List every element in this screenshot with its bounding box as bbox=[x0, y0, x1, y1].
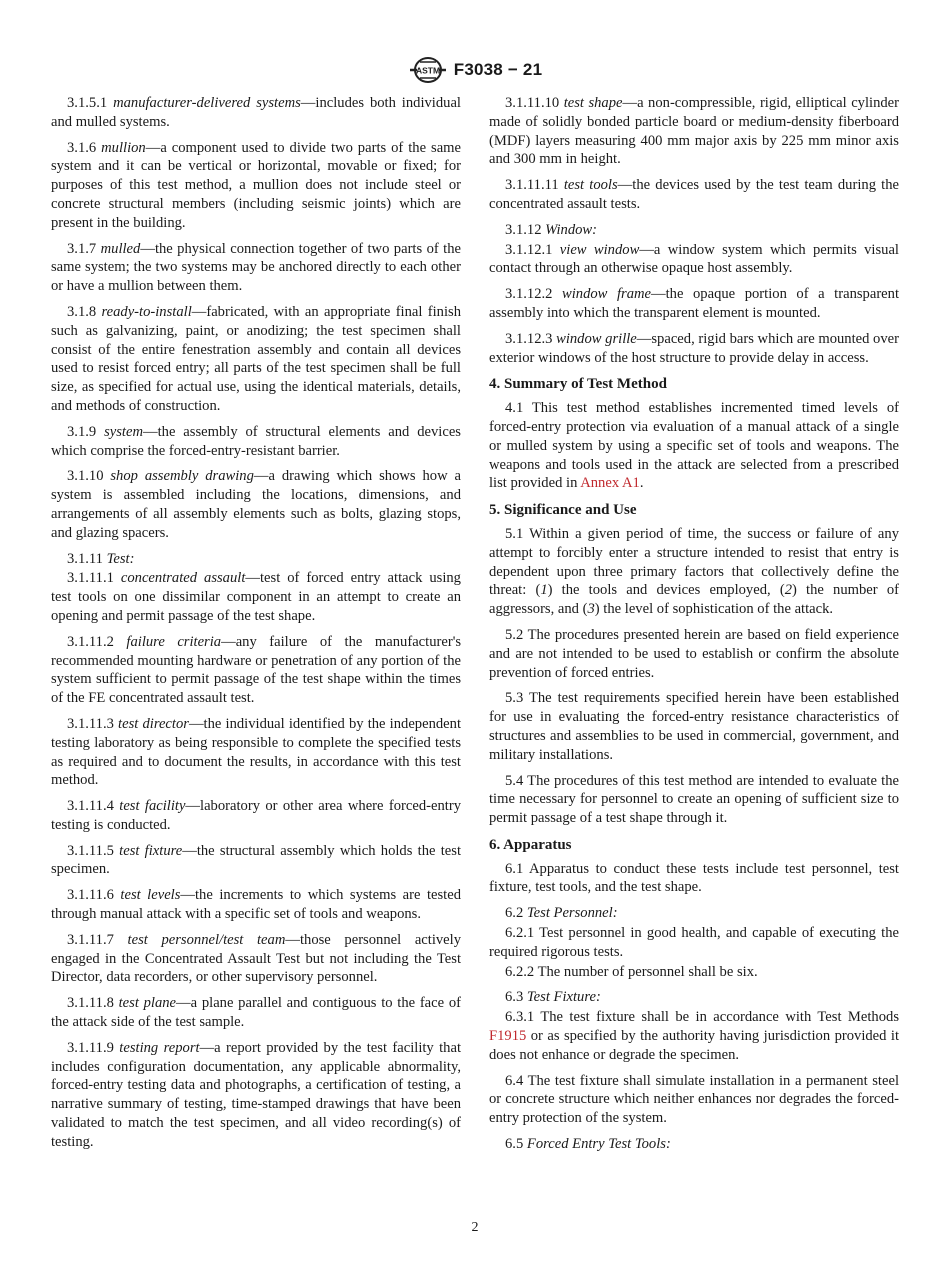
logo-text: ASTM bbox=[415, 65, 440, 76]
def-3-1-11-3: 3.1.11.3 test director—the individual identified by the independent testing laboratory as being responsible to complete the specified tests as required and to document the results, in accordance with this test method. bbox=[51, 715, 462, 789]
document-id: F3038 − 21 bbox=[453, 60, 543, 79]
def-3-1-6: 3.1.6 mullion—a component used to divide two parts of the same system and it can be vertical or horizontal, movable or fixed; for purposes of this test method, a mullion does not include steel or concrete structural members (including seismic joints) which are present in the building. bbox=[51, 139, 461, 231]
def-3-1-11-8: 3.1.11.8 test plane—a plane parallel and contiguous to the face of the attack side of the test sample. bbox=[51, 995, 461, 1031]
def-3-1-7: 3.1.7 mulled—the physical connection together of two parts of the same system; the two systems may be anchored directly to each other or have a mullion between them. bbox=[51, 240, 461, 295]
para-6-3: 6.3 Test Fixture: bbox=[505, 989, 601, 1006]
para-6-2-2: 6.2.2 The number of personnel shall be six. bbox=[505, 963, 758, 980]
def-3-1-11-10: 3.1.11.10 test shape—a non-compressible, rigid, elliptical cylinder made of solidly bonded particle board or medium-density fiberboard (MDF) layers measuring 400 mm major axis by 225 mm minor axis and 300 mm in height. bbox=[489, 95, 900, 168]
def-3-1-12-2: 3.1.12.2 window frame—the opaque portion of a transparent assembly into which the transparent element is mounted. bbox=[489, 286, 900, 321]
def-3-1-11-9: 3.1.11.9 testing report—a report provided by the test facility that includes configuration documentation, any applicable abnormality, forced-entry testing data and photographs, a certification of testing, a narrative summary of testing, time-stamped drawings that have been validated to match the test specimen, and all video recording(s) of testing. bbox=[51, 1039, 462, 1150]
def-3-1-11: 3.1.11 Test: bbox=[67, 550, 135, 567]
def-3-1-11-7: 3.1.11.7 test personnel/test team—those personnel actively engaged in the Concentrated Assault Test but not including the Test Director, data recorders, or other supervisory personnel. bbox=[51, 931, 462, 986]
def-3-1-11-2: 3.1.11.2 failure criteria—any failure of the manufacturer's recommended mounting hardware or penetration of any portion of the system sufficient to permit passage of the test shape within the times of the FE concentrated assault test. bbox=[51, 633, 462, 707]
f1915-link[interactable]: F1915 bbox=[489, 1028, 527, 1045]
def-3-1-5-1: 3.1.5.1 manufacturer-delivered systems—includes both individual and mulled systems. bbox=[51, 95, 461, 130]
para-5-4: 5.4 The procedures of this test method are intended to evaluate the time necessary for personnel to create an opening of sufficient size to permit passage of a test shape through it. bbox=[489, 772, 899, 827]
def-3-1-10: 3.1.10 shop assembly drawing—a drawing which shows how a system is assembled including the locations, dimensions, and arrangements of all assembly elements such as bolts, glazing stops, and glazing spacers. bbox=[51, 468, 461, 541]
para-6-3-1: 6.3.1 The test fixture shall be in accordance with Test Methods F1915 or as specified by the authority having jurisdiction provided it does not enhance or degrade the specimen. bbox=[489, 1009, 899, 1063]
def-3-1-11-1: 3.1.11.1 concentrated assault—test of forced entry attack using test tools on one dissimilar component in an attempt to create an opening and permit passage of the test shape. bbox=[51, 570, 461, 624]
page-header bbox=[0, 54, 950, 86]
left-column bbox=[51, 94, 461, 1159]
annex-a1-link[interactable]: Annex A1 bbox=[580, 475, 640, 492]
section-6-title: 6. Apparatus bbox=[489, 836, 572, 853]
def-3-1-8: 3.1.8 ready-to-install—fabricated, with an appropriate final finish such as galvanizing, paint, or anodizing; the test specimen shall consist of the entire fenestration assembly and contain all devices used to resist forced entry; all parts of the test specimen shall be full size, as specified for actual use, using the identical materials, details, and methods of construction. bbox=[51, 303, 461, 414]
def-3-1-9: 3.1.9 system—the assembly of structural elements and devices which comprise the forced-entry-resistant barrier. bbox=[51, 423, 461, 459]
astm-logo-icon bbox=[408, 56, 448, 84]
page-number: 2 bbox=[471, 1220, 479, 1235]
def-3-1-12-1: 3.1.12.1 view window—a window system which permits visual contact through an otherwise opaque host assembly. bbox=[489, 241, 899, 277]
section-4-title: 4. Summary of Test Method bbox=[489, 376, 667, 393]
def-3-1-12-3: 3.1.12.3 window grille—spaced, rigid bars which are mounted over exterior windows of the host structure to provide delay in access. bbox=[489, 330, 899, 366]
para-5-1: 5.1 Within a given period of time, the success or failure of any attempt to forcibly enter a structure intended to resist that entry is dependent upon three primary factors that collectively define the threat: (1) the tools and devices employed, (2) the number of aggressors, and (3) the level of sophistication of the attack. bbox=[489, 525, 899, 618]
def-3-1-11-5: 3.1.11.5 test fixture—the structural assembly which holds the test specimen. bbox=[51, 842, 462, 878]
para-5-2: 5.2 The procedures presented herein are based on field experience and are not intended to be used to establish or confirm the absolute prevention of forced entries. bbox=[489, 626, 899, 681]
para-6-2-1: 6.2.1 Test personnel in good health, and capable of executing the required rigorous tests. bbox=[489, 925, 899, 960]
para-6-1: 6.1 Apparatus to conduct these tests include test personnel, test fixture, test tools, and the test shape. bbox=[489, 860, 899, 896]
section-5-title: 5. Significance and Use bbox=[489, 502, 637, 519]
def-3-1-12: 3.1.12 Window: bbox=[505, 221, 598, 238]
para-6-5: 6.5 Forced Entry Test Tools: bbox=[505, 1136, 671, 1153]
def-3-1-11-11: 3.1.11.11 test tools—the devices used by the test team during the concentrated assault tests. bbox=[489, 177, 899, 212]
para-6-4: 6.4 The test fixture shall simulate installation in a permanent steel or concrete structure which neither enhances nor degrades the forced-entry protection of the system. bbox=[489, 1072, 899, 1127]
def-3-1-11-4: 3.1.11.4 test facility—laboratory or other area where forced-entry testing is conducted. bbox=[51, 798, 461, 833]
para-6-2: 6.2 Test Personnel: bbox=[505, 905, 618, 922]
para-5-3: 5.3 The test requirements specified herein have been established for use in evaluating the forced-entry resistance characteristics of structures and assemblies to be used in commercial, government, and military installations. bbox=[489, 690, 899, 763]
para-4-1: 4.1 This test method establishes incremented timed levels of forced-entry protection via evaluation of a manual attack of a single or mulled system by using a specific set of tools and weapons. The weapons and tools used in the attack are selected from a prescribed list provided in Annex A1. bbox=[489, 400, 899, 492]
def-3-1-11-6: 3.1.11.6 test levels—the increments to which systems are tested through manual attack with a specific set of tools and weapons. bbox=[51, 887, 461, 923]
right-column bbox=[489, 94, 899, 1161]
